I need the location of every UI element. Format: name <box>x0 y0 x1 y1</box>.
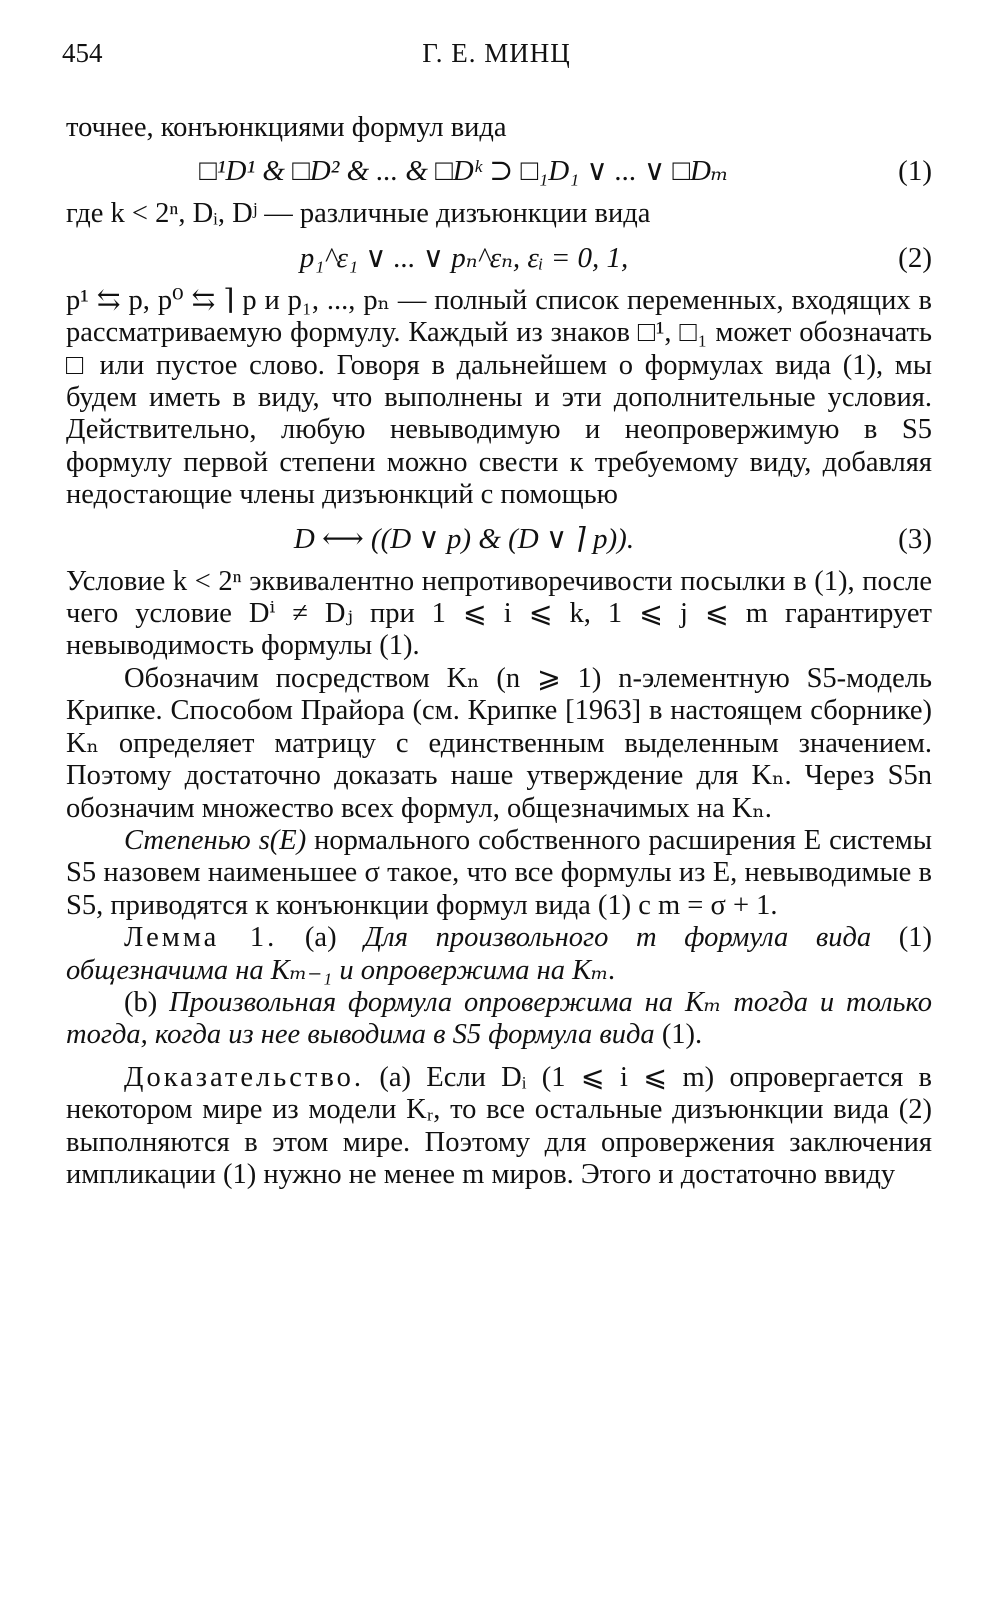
lemma-label: Лемма 1. <box>124 922 278 954</box>
paragraph-variables: p¹ ⇆ p, p⁰ ⇆ ⌉ p и p₁, ..., pₙ — полный список переменных, входящих в рассматриваемую формулу. Каждый из знаков □¹, □₁ может обозначать □ или пустое слово. Говоря в дальнейшем о формулах вида (1), мы будем иметь в виду, что выполнены и эти дополнительные условия. Действительно, любую невыводимую и неопровержимую в S5 формулу первой степени можно свести к требуемому виду, добавляя недостающие члены дизъюнкций с помощью <box>66 284 932 511</box>
running-head: Г. Е. МИНЦ <box>422 38 571 68</box>
lemma-b-statement: Произвольная формула опровержима на Kₘ тогда и только тогда, когда из нее выводима в S5 формула вида <box>66 986 933 1051</box>
proof-label: Доказательство. <box>124 1061 364 1093</box>
paragraph-lemma-b <box>66 987 932 1052</box>
formula-2-number: (2) <box>898 241 932 274</box>
proof-text: (а) Если Dᵢ (1 ⩽ i ⩽ m) опровергается в некотором мире из модели Kᵣ, то все остальные дизъюнкции вида (2) выполняются в этом мире. Поэтому для опровержения заключения импликации (1) нужно не менее m миров. Этого и достаточно ввиду <box>66 1061 932 1190</box>
lemma-a-ref: (1) <box>871 922 933 954</box>
paragraph-kripke-model: Обозначим посредством Kₙ (n ⩾ 1) n-элементную S5-модель Крипке. Способом Прайора (см. Крипке [1963] в настоящем сборнике) Kₙ определяет матрицу с единственным выделенным значением. Поэтому достаточно доказать наше утверждение для Kₙ. Через S5n обозначим множество всех формул, общезначимых на Kₙ. <box>66 662 932 824</box>
paragraph-condition: Условие k < 2ⁿ эквивалентно непротиворечивости посылки в (1), после чего условие Dⁱ ≠ Dⱼ при 1 ⩽ i ⩽ k, 1 ⩽ j ⩽ m гарантирует невыводимость формулы (1). <box>66 565 932 662</box>
lemma-b-mark: (b) <box>124 986 170 1018</box>
lemma-b-ref: (1). <box>654 1019 703 1051</box>
degree-definition-text: нормального собственного расширения E системы S5 назовем наименьшее σ такое, что все формулы из E, невыводимые в S5, приводятся к конъюнкции формул вида (1) с m = σ + 1. <box>66 824 932 921</box>
degree-term: Степенью s(E) <box>124 824 307 856</box>
lemma-a-statement-cont: общезначима на Kₘ₋₁ и опровержима на Kₘ. <box>66 954 616 986</box>
formula-1-number: (1) <box>898 155 932 188</box>
formula-1-expression: □¹D¹ & □D² & ... & □Dᵏ ⊃ □₁D₁ ∨ ... ∨ □Dₘ <box>199 155 729 188</box>
formula-3-number: (3) <box>898 522 932 555</box>
lemma-a-mark: (а) <box>277 922 365 954</box>
paragraph-intro: точнее, конъюнкциями формул вида <box>66 112 507 143</box>
formula-2 <box>66 231 932 285</box>
formula-2-expression: p₁^ε₁ ∨ ... ∨ pₙ^εₙ, εᵢ = 0, 1, <box>299 241 629 274</box>
paragraph-proof <box>66 1062 932 1192</box>
paragraph-where: где k < 2ⁿ, Dᵢ, Dʲ — различные дизъюнкции вида <box>66 198 651 230</box>
formula-3 <box>66 512 932 566</box>
page-number: 454 <box>62 38 103 68</box>
page-header <box>62 38 931 78</box>
formula-3-expression: D ⟷ ((D ∨ p) & (D ∨ ⌉ p)). <box>293 522 635 555</box>
formula-1 <box>66 144 932 198</box>
lemma-a-statement: Для произвольного m формула вида <box>364 922 872 954</box>
paragraph-degree-definition <box>66 825 932 922</box>
paragraph-lemma-a <box>66 922 932 987</box>
page-body <box>66 112 932 1191</box>
